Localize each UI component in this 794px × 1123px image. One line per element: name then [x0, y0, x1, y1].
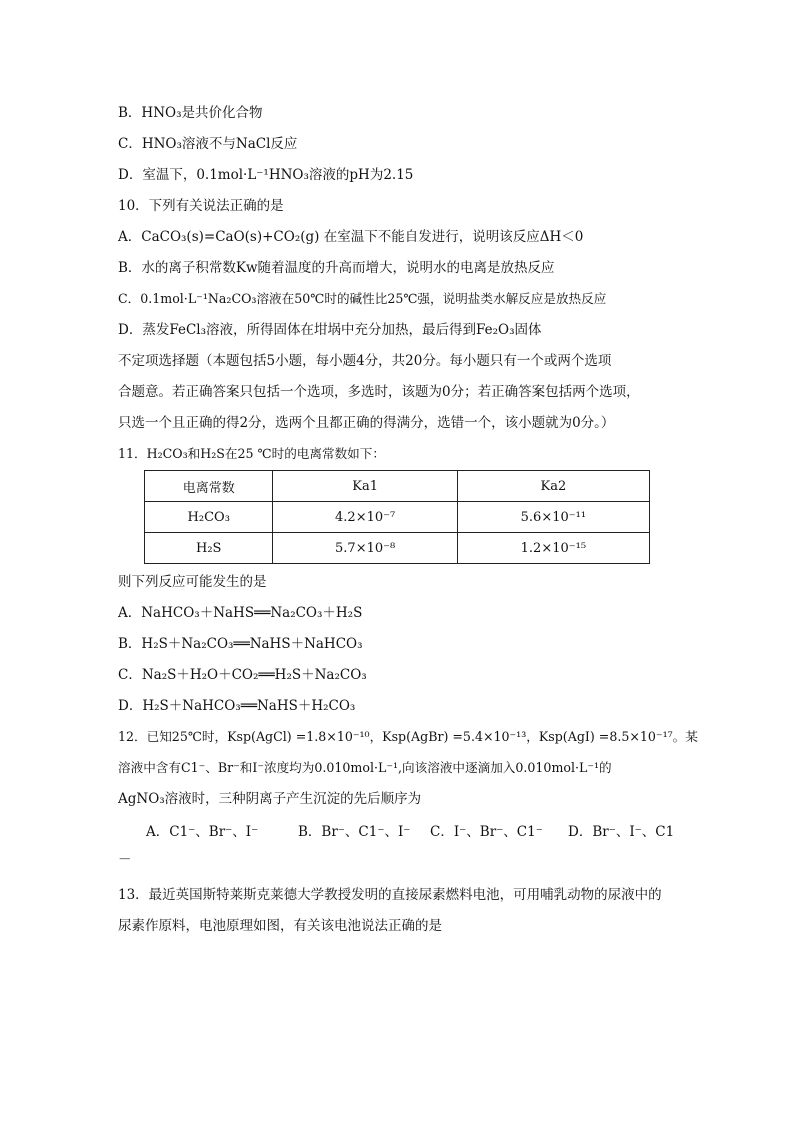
q10-stem: 10．下列有关说法正确的是: [118, 198, 284, 214]
q12-option-b: B．Br⁻、C1⁻、I⁻: [298, 824, 411, 840]
q12-stem-line-2: 溶液中含有C1⁻、Br⁻和I⁻浓度均为0.010mol·L⁻¹,向该溶液中逐滴加入0.010mol·L⁻¹的: [118, 760, 612, 775]
table-header-cell: Ka2: [457, 471, 649, 502]
table-cell: 5.6×10⁻¹¹: [457, 502, 649, 533]
table-cell: H₂CO₃: [145, 502, 273, 533]
q10-option-b: B．水的离子积常数Kw随着温度的升高而增大，说明水的电离是放热反应: [118, 260, 555, 276]
table-header-cell: Ka1: [273, 471, 457, 502]
q13-line-2: 尿素作原料，电池原理如图，有关该电池说法正确的是: [118, 918, 442, 934]
q12-stem-line-3: AgNO₃溶液时，三种阴离子产生沉淀的先后顺序为: [118, 791, 422, 807]
q12-option-d: D．Br⁻、I⁻、C1: [568, 824, 675, 840]
ionization-constant-table: [144, 470, 650, 564]
q12-wrap-tail: －: [118, 852, 132, 868]
table-header-cell: 电离常数: [145, 471, 273, 502]
q10-option-c: C．0.1mol·L⁻¹Na₂CO₃溶液在50℃时的碱性比25℃强，说明盐类水解反应是放热反应: [118, 291, 607, 306]
q11-option-a: A．NaHCO₃＋NaHS══Na₂CO₃＋H₂S: [118, 605, 363, 621]
q12-option-a: A．C1⁻、Br⁻、I⁻: [146, 824, 259, 840]
section-instruction-line-2: 合题意。若正确答案只包括一个选项，多选时，该题为0分；若正确答案包括两个选项，: [118, 384, 640, 400]
table-cell: 5.7×10⁻⁸: [273, 533, 457, 564]
q10-option-d: D．蒸发FeCl₃溶液，所得固体在坩埚中充分加热，最后得到Fe₂O₃固体: [118, 322, 542, 338]
q9-option-c: C．HNO₃溶液不与NaCl反应: [118, 136, 298, 152]
table-row: [145, 533, 650, 564]
q12-options: [146, 822, 674, 842]
q11-option-c: C．Na₂S＋H₂O＋CO₂══H₂S＋Na₂CO₃: [118, 667, 367, 683]
q11-option-b: B．H₂S＋Na₂CO₃══NaHS＋NaHCO₃: [118, 636, 363, 652]
q13-line-1: 13．最近英国斯特莱斯克莱德大学教授发明的直接尿素燃料电池，可用哺乳动物的尿液中的: [118, 887, 662, 903]
section-instruction-line-1: 不定项选择题（本题包括5小题，每小题4分，共20分。每小题只有一个或两个选项: [118, 353, 612, 369]
q9-option-b: B．HNO₃是共价化合物: [118, 105, 263, 121]
q12-stem-line-1: 12．已知25℃时，Ksp(AgCl) =1.8×10⁻¹⁰，Ksp(AgBr) =5.4×10⁻¹³，Ksp(AgI) =8.5×10⁻¹⁷。某: [118, 729, 698, 744]
section-instruction-line-3: 只选一个且正确的得2分，选两个且都正确的得满分，选错一个，该小题就为0分。）: [118, 415, 615, 431]
table-cell: 4.2×10⁻⁷: [273, 502, 457, 533]
table-cell: H₂S: [145, 533, 273, 564]
q12-option-c: C．I⁻、Br⁻、C1⁻: [430, 824, 543, 840]
q11-question: 则下列反应可能发生的是: [118, 574, 267, 590]
q11-stem: 11．H₂CO₃和H₂S在25 ℃时的电离常数如下：: [118, 446, 385, 461]
q10-option-a: A．CaCO₃(s)=CaO(s)+CO₂(g) 在室温下不能自发进行，说明该反应ΔH＜0: [118, 229, 584, 245]
q9-option-d: D．室温下，0.1mol·L⁻¹HNO₃溶液的pH为2.15: [118, 167, 414, 183]
q11-option-d: D．H₂S＋NaHCO₃══NaHS＋H₂CO₃: [118, 698, 356, 714]
table-header-row: [145, 471, 650, 502]
table-cell: 1.2×10⁻¹⁵: [457, 533, 649, 564]
table-row: [145, 502, 650, 533]
